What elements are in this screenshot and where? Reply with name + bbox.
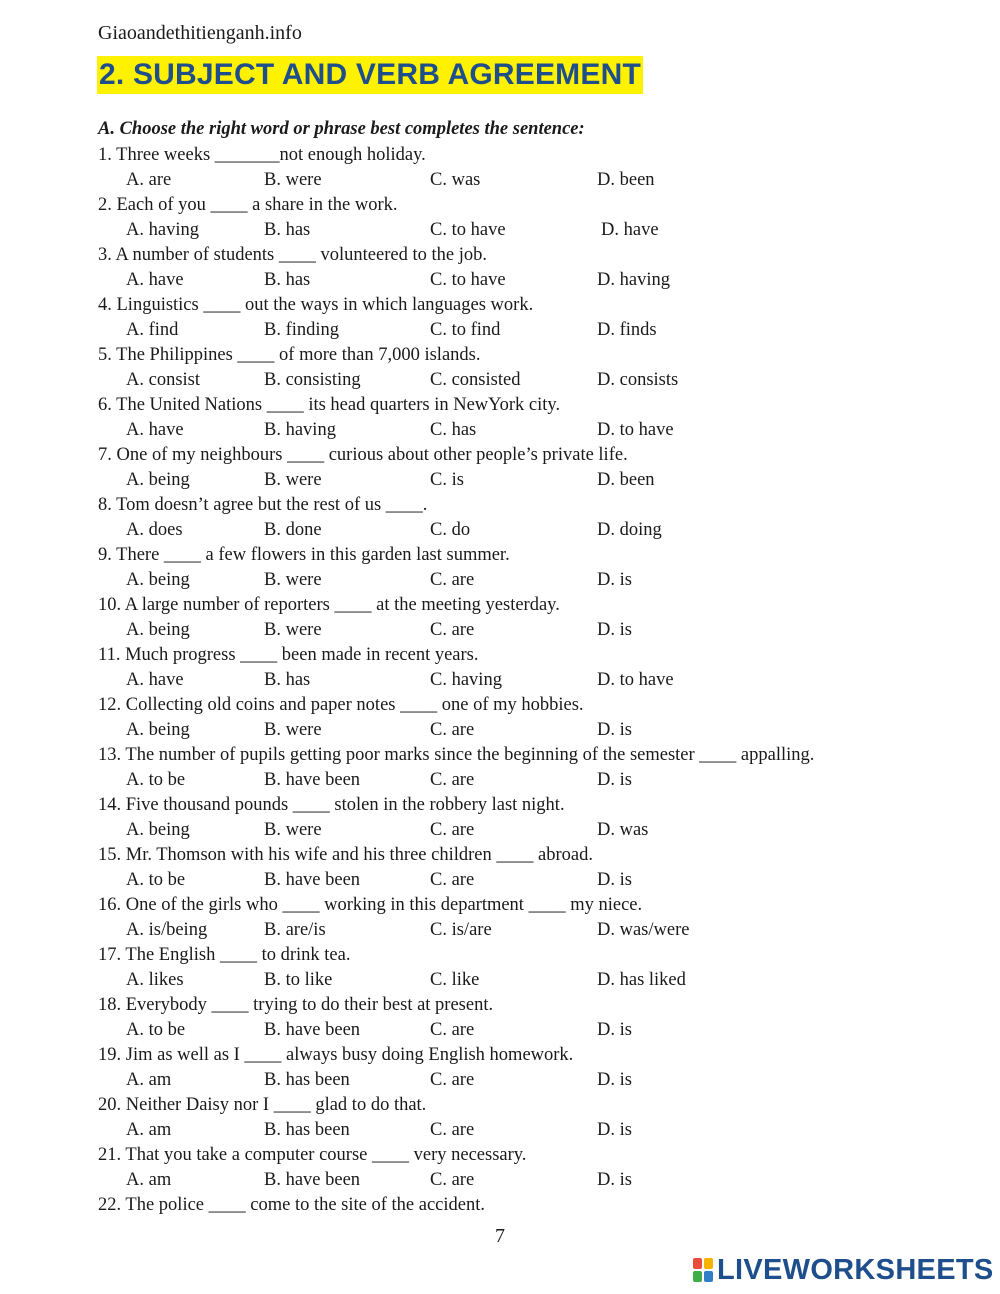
question-item: [98, 543, 978, 593]
question-item: [98, 1143, 978, 1193]
option-c[interactable]: C. are: [430, 770, 475, 790]
site-name: Giaoandethitienganh.info: [98, 22, 302, 44]
section-instruction: A. Choose the right word or phrase best completes the sentence:: [98, 119, 585, 139]
option-d[interactable]: D. is: [597, 1070, 632, 1090]
option-d[interactable]: D. doing: [597, 520, 662, 540]
option-d[interactable]: D. is: [597, 620, 632, 640]
option-a[interactable]: A. being: [126, 720, 190, 740]
option-b[interactable]: B. has: [264, 270, 311, 290]
option-c[interactable]: C. are: [430, 1170, 475, 1190]
option-c[interactable]: C. like: [430, 970, 480, 990]
option-d[interactable]: D. have: [601, 220, 659, 240]
option-a[interactable]: A. to be: [126, 770, 186, 790]
option-a[interactable]: A. to be: [126, 1020, 186, 1040]
option-b[interactable]: B. have been: [264, 770, 361, 790]
option-d[interactable]: D. to have: [597, 420, 674, 440]
answer-options: [98, 768, 978, 793]
answer-options: [98, 868, 978, 893]
question-text: 16. One of the girls who ____ working in this department ____ my niece.: [98, 895, 643, 915]
question-text: 6. The United Nations ____ its head quarters in NewYork city.: [98, 395, 561, 415]
option-d[interactable]: D. has liked: [597, 970, 686, 990]
question-item: [98, 343, 978, 393]
answer-options: [98, 318, 978, 343]
question-text: 5. The Philippines ____ of more than 7,000 islands.: [98, 345, 481, 365]
option-d[interactable]: D. is: [597, 1120, 632, 1140]
option-c[interactable]: C. consisted: [430, 370, 521, 390]
option-a[interactable]: A. to be: [126, 870, 186, 890]
option-d[interactable]: D. is: [597, 1020, 632, 1040]
answer-options: [98, 818, 978, 843]
question-text: 21. That you take a computer course ____ very necessary.: [98, 1145, 527, 1165]
question-item: [98, 943, 978, 993]
page-title: 2. SUBJECT AND VERB AGREEMENT: [97, 56, 643, 94]
answer-options: [98, 1118, 978, 1143]
question-item: [98, 743, 978, 793]
option-a[interactable]: A. consist: [126, 370, 200, 390]
option-b[interactable]: B. consisting: [264, 370, 361, 390]
option-a[interactable]: A. find: [126, 320, 179, 340]
option-a[interactable]: A. are: [126, 170, 172, 190]
question-item: [98, 643, 978, 693]
question-text: 13. The number of pupils getting poor marks since the beginning of the semester ____ appalling.: [98, 745, 815, 765]
option-c[interactable]: C. are: [430, 720, 475, 740]
question-item: [98, 793, 978, 843]
option-c[interactable]: C. to have: [430, 220, 506, 240]
question-item: [98, 143, 978, 193]
question-text: 2. Each of you ____ a share in the work.: [98, 195, 398, 215]
option-d[interactable]: D. was/were: [597, 920, 690, 940]
option-a[interactable]: A. being: [126, 570, 190, 590]
question-item: [98, 893, 978, 943]
question-item: [98, 293, 978, 343]
question-text: 14. Five thousand pounds ____ stolen in the robbery last night.: [98, 795, 565, 815]
option-a[interactable]: A. being: [126, 620, 190, 640]
option-c[interactable]: C. are: [430, 570, 475, 590]
option-b[interactable]: B. has been: [264, 1120, 350, 1140]
option-b[interactable]: B. finding: [264, 320, 340, 340]
option-b[interactable]: B. have been: [264, 870, 361, 890]
option-c[interactable]: C. to have: [430, 270, 506, 290]
option-a[interactable]: A. am: [126, 1170, 172, 1190]
option-b[interactable]: B. were: [264, 820, 322, 840]
question-text: 3. A number of students ____ volunteered to the job.: [98, 245, 487, 265]
logo-text: LIVEWORKSHEETS: [717, 1253, 994, 1286]
option-d[interactable]: D. is: [597, 1170, 632, 1190]
option-b[interactable]: B. were: [264, 470, 322, 490]
option-b[interactable]: B. were: [264, 170, 322, 190]
question-item: [98, 693, 978, 743]
option-a[interactable]: A. likes: [126, 970, 184, 990]
question-item: [98, 443, 978, 493]
question-text: 19. Jim as well as I ____ always busy doing English homework.: [98, 1045, 574, 1065]
question-text: 7. One of my neighbours ____ curious about other people’s private life.: [98, 445, 628, 465]
option-d[interactable]: D. is: [597, 720, 632, 740]
option-c[interactable]: C. are: [430, 1020, 475, 1040]
option-d[interactable]: D. is: [597, 870, 632, 890]
answer-options: [98, 718, 978, 743]
answer-options: [98, 168, 978, 193]
answer-options: [98, 968, 978, 993]
option-b[interactable]: B. has been: [264, 1070, 350, 1090]
option-c[interactable]: C. to find: [430, 320, 501, 340]
option-a[interactable]: A. being: [126, 820, 190, 840]
answer-options: [98, 918, 978, 943]
option-c[interactable]: C. are: [430, 620, 475, 640]
option-a[interactable]: A. is/being: [126, 920, 208, 940]
answer-options: [98, 418, 978, 443]
answer-options: [98, 568, 978, 593]
question-text: 20. Neither Daisy nor I ____ glad to do that.: [98, 1095, 427, 1115]
question-text: 9. There ____ a few flowers in this garden last summer.: [98, 545, 510, 565]
option-b[interactable]: B. has: [264, 670, 311, 690]
option-d[interactable]: D. was: [597, 820, 649, 840]
page-number: 7: [495, 1225, 505, 1247]
option-a[interactable]: A. have: [126, 420, 184, 440]
option-c[interactable]: C. is: [430, 470, 464, 490]
answer-options: [98, 1068, 978, 1093]
answer-options: [98, 1018, 978, 1043]
question-text: 15. Mr. Thomson with his wife and his three children ____ abroad.: [98, 845, 593, 865]
option-c[interactable]: C. was: [430, 170, 481, 190]
question-item: [98, 993, 978, 1043]
answer-options: [98, 468, 978, 493]
option-a[interactable]: A. being: [126, 470, 190, 490]
option-b[interactable]: B. were: [264, 720, 322, 740]
option-d[interactable]: D. is: [597, 570, 632, 590]
option-a[interactable]: A. having: [126, 220, 199, 240]
question-text: 4. Linguistics ____ out the ways in which languages work.: [98, 295, 534, 315]
question-item: [98, 193, 978, 243]
question-item: [98, 593, 978, 643]
option-d[interactable]: D. been: [597, 170, 655, 190]
option-b[interactable]: B. having: [264, 420, 336, 440]
question-text: 18. Everybody ____ trying to do their best at present.: [98, 995, 494, 1015]
answer-options: [98, 218, 978, 243]
question-text: 8. Tom doesn’t agree but the rest of us ____.: [98, 495, 428, 515]
question-item: [98, 1193, 978, 1218]
option-b[interactable]: B. are/is: [264, 920, 326, 940]
option-b[interactable]: B. have been: [264, 1170, 361, 1190]
question-item: [98, 243, 978, 293]
question-item: [98, 1093, 978, 1143]
option-b[interactable]: B. have been: [264, 1020, 361, 1040]
option-c[interactable]: C. do: [430, 520, 471, 540]
question-text: 22. The police ____ come to the site of the accident.: [98, 1195, 486, 1215]
question-item: [98, 1043, 978, 1093]
option-b[interactable]: B. done: [264, 520, 322, 540]
question-list: [98, 143, 978, 1218]
liveworksheets-logo[interactable]: [693, 1253, 994, 1287]
option-c[interactable]: C. are: [430, 870, 475, 890]
question-text: 12. Collecting old coins and paper notes ____ one of my hobbies.: [98, 695, 584, 715]
option-c[interactable]: C. are: [430, 820, 475, 840]
option-a[interactable]: A. am: [126, 1070, 172, 1090]
answer-options: [98, 368, 978, 393]
option-b[interactable]: B. has: [264, 220, 311, 240]
option-b[interactable]: B. were: [264, 620, 322, 640]
option-a[interactable]: A. have: [126, 270, 184, 290]
option-d[interactable]: D. finds: [597, 320, 657, 340]
option-a[interactable]: A. have: [126, 670, 184, 690]
option-d[interactable]: D. consists: [597, 370, 679, 390]
option-a[interactable]: A. does: [126, 520, 183, 540]
option-c[interactable]: C. having: [430, 670, 502, 690]
question-text: 17. The English ____ to drink tea.: [98, 945, 351, 965]
answer-options: [98, 1168, 978, 1193]
question-text: 1. Three weeks _______not enough holiday.: [98, 145, 426, 165]
option-c[interactable]: C. are: [430, 1070, 475, 1090]
option-d[interactable]: D. been: [597, 470, 655, 490]
question-text: 10. A large number of reporters ____ at the meeting yesterday.: [98, 595, 560, 615]
answer-options: [98, 668, 978, 693]
question-item: [98, 493, 978, 543]
answer-options: [98, 268, 978, 293]
option-d[interactable]: D. to have: [597, 670, 674, 690]
liveworksheets-logo-icon: [693, 1258, 713, 1282]
option-c[interactable]: C. is/are: [430, 920, 492, 940]
answer-options: [98, 518, 978, 543]
option-a[interactable]: A. am: [126, 1120, 172, 1140]
question-text: 11. Much progress ____ been made in recent years.: [98, 645, 479, 665]
option-b[interactable]: B. to like: [264, 970, 333, 990]
question-item: [98, 393, 978, 443]
option-d[interactable]: D. having: [597, 270, 670, 290]
option-b[interactable]: B. were: [264, 570, 322, 590]
option-d[interactable]: D. is: [597, 770, 632, 790]
option-c[interactable]: C. are: [430, 1120, 475, 1140]
answer-options: [98, 618, 978, 643]
question-item: [98, 843, 978, 893]
option-c[interactable]: C. has: [430, 420, 477, 440]
